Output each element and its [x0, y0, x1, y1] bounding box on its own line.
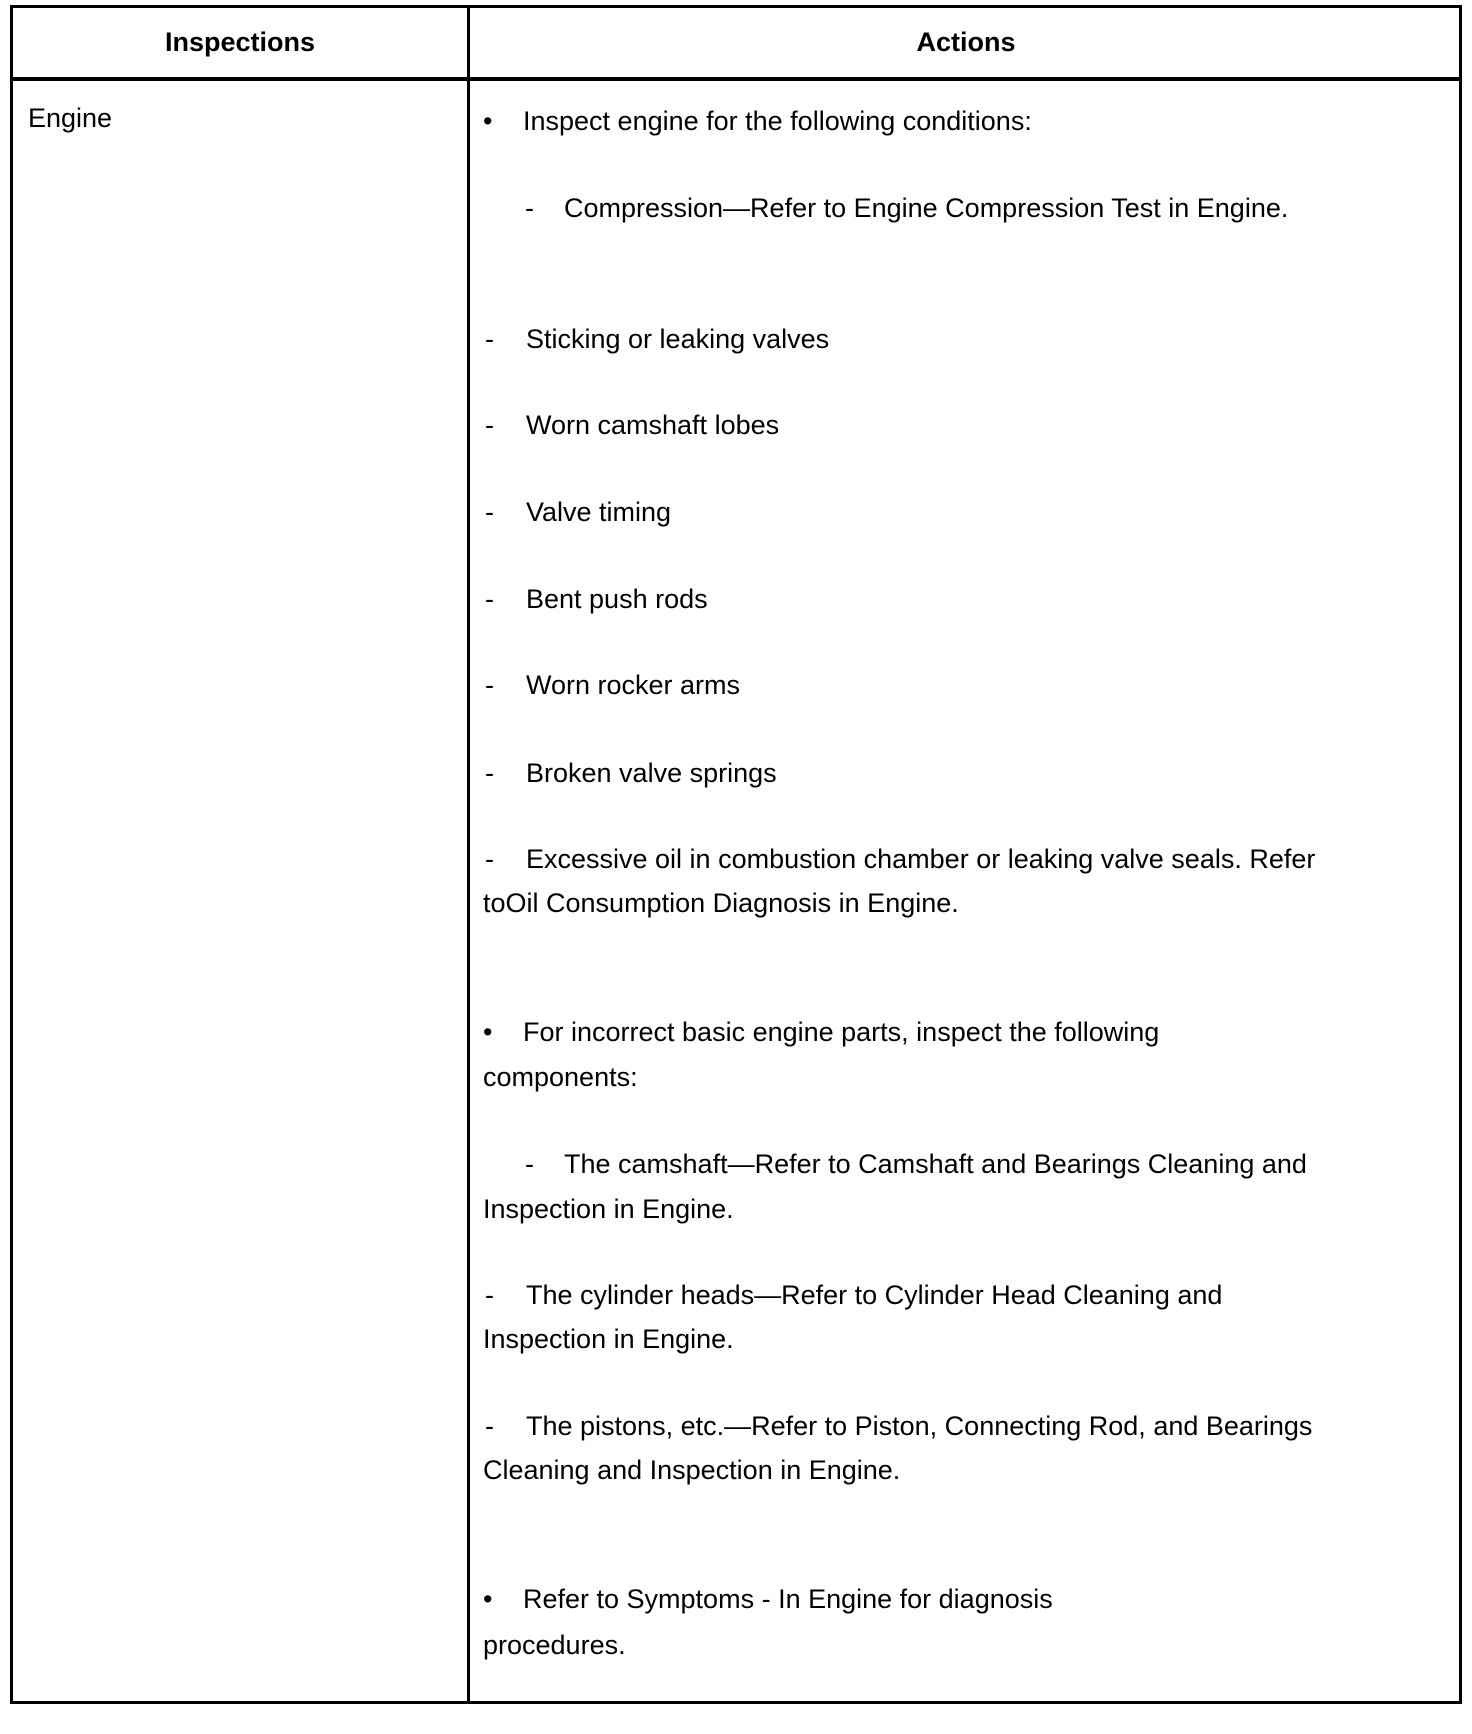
action-item-1-sub-8: Excessive oil in combustion chamber or leaking valve seals. Refer: [526, 844, 1316, 874]
action-item-2-sub-2-cont: Inspection in Engine.: [483, 1324, 734, 1354]
dash-icon: -: [485, 1411, 494, 1441]
inspection-table: [10, 5, 1462, 1704]
bullet-icon: •: [483, 1584, 493, 1614]
dash-icon: -: [525, 1149, 534, 1179]
dash-icon: -: [485, 758, 494, 788]
action-item-2-sub-3-cont: Cleaning and Inspection in Engine.: [483, 1455, 901, 1485]
action-item-2-cont: components:: [483, 1062, 638, 1092]
action-item-1-sub-3: Worn camshaft lobes: [526, 410, 780, 440]
action-item-2: For incorrect basic engine parts, inspect the following: [523, 1017, 1160, 1047]
action-item-1: Inspect engine for the following conditions:: [523, 106, 1032, 136]
dash-icon: -: [485, 844, 494, 874]
inspection-engine: Engine: [28, 103, 113, 133]
action-item-3-cont: procedures.: [483, 1630, 626, 1660]
action-item-1-sub-8-cont: toOil Consumption Diagnosis in Engine.: [483, 888, 959, 918]
action-item-3: Refer to Symptoms - In Engine for diagnosis: [523, 1584, 1053, 1614]
action-item-1-sub-5: Bent push rods: [526, 584, 708, 614]
dash-icon: -: [485, 584, 494, 614]
action-item-2-sub-1-cont: Inspection in Engine.: [483, 1194, 734, 1224]
dash-icon: -: [485, 324, 494, 354]
header-actions: Actions: [916, 27, 1016, 57]
dash-icon: -: [485, 670, 494, 700]
column-divider: [467, 8, 470, 1701]
dash-icon: -: [485, 497, 494, 527]
table-header-row: [13, 8, 1459, 81]
action-item-1-sub-7: Broken valve springs: [526, 758, 777, 788]
dash-icon: -: [525, 193, 534, 223]
dash-icon: -: [485, 1280, 494, 1310]
action-item-2-sub-3: The pistons, etc.—Refer to Piston, Connecting Rod, and Bearings: [526, 1411, 1313, 1441]
action-item-2-sub-2: The cylinder heads—Refer to Cylinder Head Cleaning and: [526, 1280, 1223, 1310]
header-inspections: Inspections: [164, 27, 316, 57]
bullet-icon: •: [483, 1017, 493, 1047]
action-item-1-sub-4: Valve timing: [526, 497, 672, 527]
action-item-1-sub-2: Sticking or leaking valves: [526, 324, 830, 354]
action-item-1-sub-1: Compression—Refer to Engine Compression Test in Engine.: [564, 193, 1289, 223]
action-item-2-sub-1: The camshaft—Refer to Camshaft and Bearings Cleaning and: [564, 1149, 1307, 1179]
dash-icon: -: [485, 410, 494, 440]
action-item-1-sub-6: Worn rocker arms: [526, 670, 741, 700]
bullet-icon: •: [483, 106, 493, 136]
